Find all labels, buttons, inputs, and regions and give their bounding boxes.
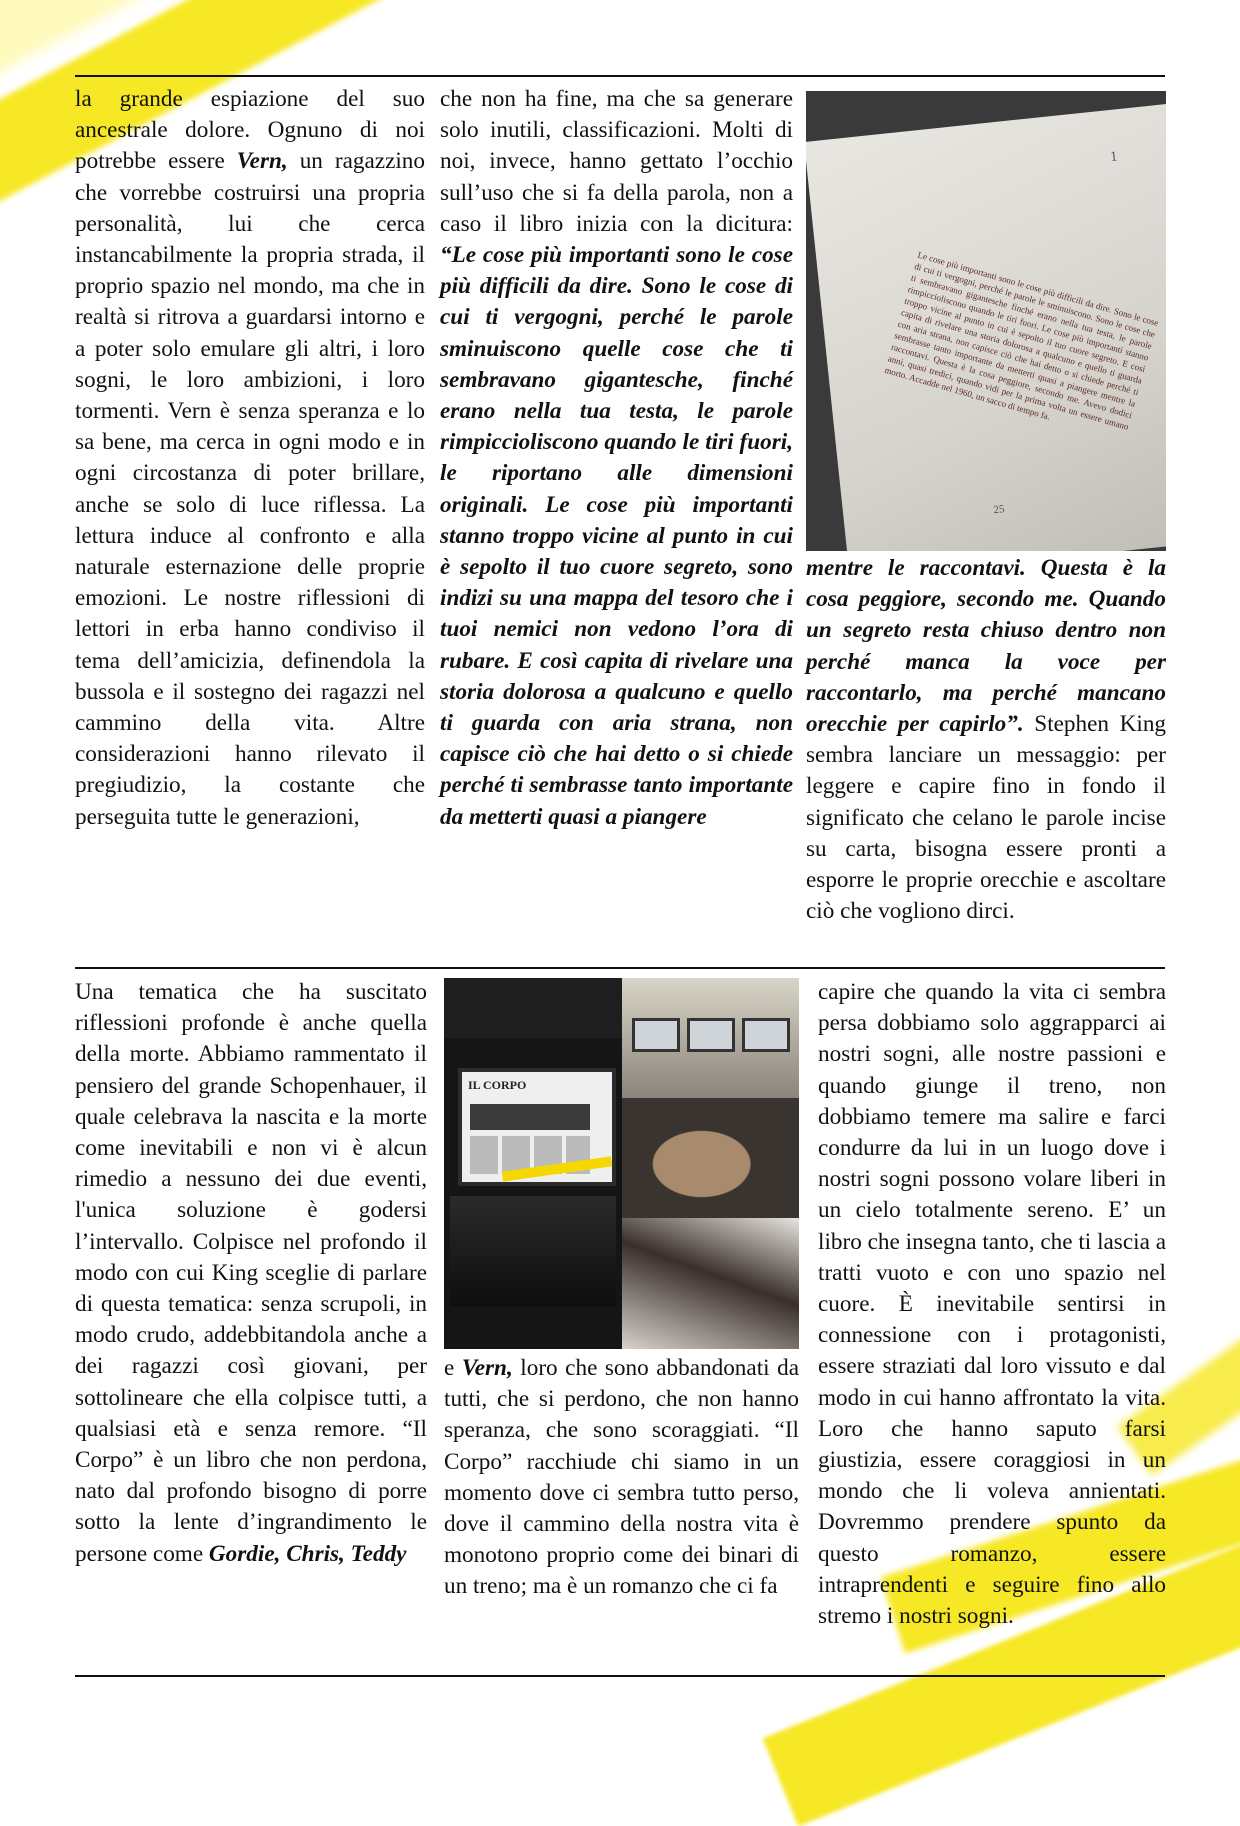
bottom-column-1 — [75, 977, 427, 1570]
paragraph — [818, 977, 1166, 1632]
bottom-column-3 — [818, 977, 1166, 1632]
emphasis-text: Vern, — [236, 148, 288, 175]
body-text: Una tematica che ha suscitato riflessioni profonde è anche quella della morte. Abbiamo rammentato il pensiero del grande Schopenhauer, il quale celebrava la nascita e la morte come inevitabili e non vi è alcun rimedio a nessuno dei due eventi, l'unica soluzione è godersi l’intervallo. Colpisce nel profondo il modo con cui King sceglie di parlare di questa tematica: senza scrupoli, in modo crudo, addebbitandola anche a dei ragazzi così giovani, per sottolineare che ella colpisce tutti, a qualsiasi età e senza remore. “Il Corpo” è un libro che non perdona, nato dal profondo bisogno di porre sotto la lente d’ingrandimento le persone come — [75, 979, 427, 1567]
body-text: Stephen King sembra lanciare un messaggio: per leggere e capire fino in fondo il significato che celano le parole incise su carta, bisogna essere pronti a esporre le proprie orecchie e ascoltare ciò che vogliono dirci. — [806, 711, 1167, 925]
paragraph — [440, 84, 793, 833]
students-working-photo — [622, 1218, 799, 1349]
emphasis-text: Gordie, Chris, Teddy — [208, 1540, 407, 1567]
student-back-photo — [622, 1098, 799, 1218]
paragraph — [806, 553, 1166, 927]
laptop-screen — [458, 1068, 616, 1186]
body-text: e — [444, 1355, 462, 1381]
emphasis-text: “Le cose più importanti sono le cose più difficili da dire. Sono le cose di cui ti vergogni, perché le parole sminuiscono quelle cose che ti sembravano gigantesche, finché erano nella tua testa, le parole rimpiccioliscono quando le tiri fuori, le riportano alle dimensioni originali. Le cose più importanti stanno troppo vicine al punto in cui è sepolto il tuo cuore segreto, sono indizi su una mappa del tesoro che i tuoi nemici non vedono l’ora di rubare. E così capita di rivelare una storia dolorosa a qualcuno e quello ti guarda con aria strana, non capisce ciò che hai detto o si chiede perché ti sembrasse tanto importante da metterti quasi a piangere — [440, 242, 793, 830]
book-page-text: Le cose più importanti sono le cose più difficili da dire. Sono le cose di cui ti vergogni, perché le parole le sminuiscono. Sono le cose che ti sembravano gigantesche finché erano nella tua testa, le parole rimpiccioliscono quando le tiri fuori. Le cose più importanti stanno troppo vicine al punto in cui è sepolto il tuo cuore segreto. E così capita di rivelare una storia dolorosa a qualcuno e quello ti guarda con aria strana, non capisce ciò che hai detto o si chiede perché ti sembrasse tanto importante da metterti quasi a piangere mentre la raccontavi. Questa è la cosa peggiore, secondo me. Avevo dodici anni, quasi tredici, quando vidi per la prima volta un essere umano morto. Accadde nel 1960, un sacco di tempo fa. — [883, 249, 1160, 432]
students-laptops-photo — [622, 978, 799, 1098]
body-text: la grande espiazione del suo ancestrale dolore. Ognuno di noi potrebbe essere — [75, 86, 425, 175]
emphasis-text: mentre le raccontavi. Questa è la cosa peggiore, secondo me. Quando un segreto resta chiuso dentro non perché manca la voce per raccontarlo, ma perché mancano orecchie per capirlo”. — [806, 555, 1166, 738]
page-number-bottom: 25 — [992, 503, 1006, 517]
book-page — [806, 102, 1166, 551]
page-number-top: 1 — [1109, 149, 1119, 166]
book-page-photo — [806, 91, 1166, 551]
emphasis-text: Vern, — [461, 1355, 513, 1381]
paragraph — [75, 84, 425, 833]
paragraph — [444, 1353, 799, 1603]
top-column-1 — [75, 84, 425, 833]
top-column-3 — [806, 553, 1166, 927]
top-column-2 — [440, 84, 793, 833]
laptop-screen-photo — [444, 1038, 622, 1349]
class-collage-photo — [444, 978, 799, 1349]
bottom-column-2 — [444, 1353, 799, 1603]
body-text: un ragazzino che vorrebbe costruirsi una propria personalità, lui che cerca instancabilmente la propria strada, il proprio spazio nel mondo, ma che in realtà si ritrova a guardarsi intorno e a poter solo emulare gli altri, i loro sogni, le loro ambizioni, i loro tormenti. Vern è senza speranza e lo sa bene, ma cerca in ogni modo e in ogni circostanza di poter brillare, anche se solo di luce riflessa. La lettura induce al confronto e alla naturale esternazione delle proprie emozioni. Le nostre riflessioni di lettori in erba hanno condiviso il tema dell’amicizia, definendola la bussola e il sostegno dei ragazzi nel cammino della vita. Altre considerazioni hanno rilevato il pregiudizio, la costante che perseguita tutte le generazioni, — [75, 148, 425, 830]
body-text: capire che quando la vita ci sembra persa dobbiamo solo aggrapparci ai nostri sogni, alle nostre passioni e quando giunge il treno, non dobbiamo temere ma salire e farci condurre da lui in un luogo dove i nostri sogni possono volare liberi in un cielo totalmente sereno. E’ un libro che insegna tanto, che ti lascia a tratti vuoto e con uno spazio nel cuore. È inevitabile sentirsi in connessione con i protagonisti, essere straziati dal loro vissuto e dal modo in cui hanno affrontato la vita. Loro che hanno saputo farsi giustizia, essere coraggiosi in un mondo che li voleva annientati. Dovremmo prendere spunto da questo romanzo, essere intraprendenti e seguire fino allo stremo i nostri sogni. — [818, 979, 1166, 1630]
screen-logo: IL CORPO — [468, 1078, 527, 1092]
body-text: che non ha fine, ma che sa generare solo inutili, classificazioni. Molti di noi, invece, hanno gettato l’occhio sull’uso che si fa della parola, non a caso il libro inizia con la dicitura: — [440, 86, 793, 237]
middle-rule — [75, 967, 1165, 969]
bottom-rule — [75, 1675, 1165, 1677]
top-rule — [75, 75, 1165, 77]
paragraph — [75, 977, 427, 1570]
laptop-keyboard — [450, 1196, 616, 1306]
body-text: loro che sono abbandonati da tutti, che si perdono, che non hanno speranza, che sono scoraggiati. “Il Corpo” racchiude chi siamo in un momento dove ci sembra tutto perso, dove il cammino della nostra vita è monotono proprio come dei binari di un treno; ma è un romanzo che ci fa — [444, 1355, 799, 1600]
